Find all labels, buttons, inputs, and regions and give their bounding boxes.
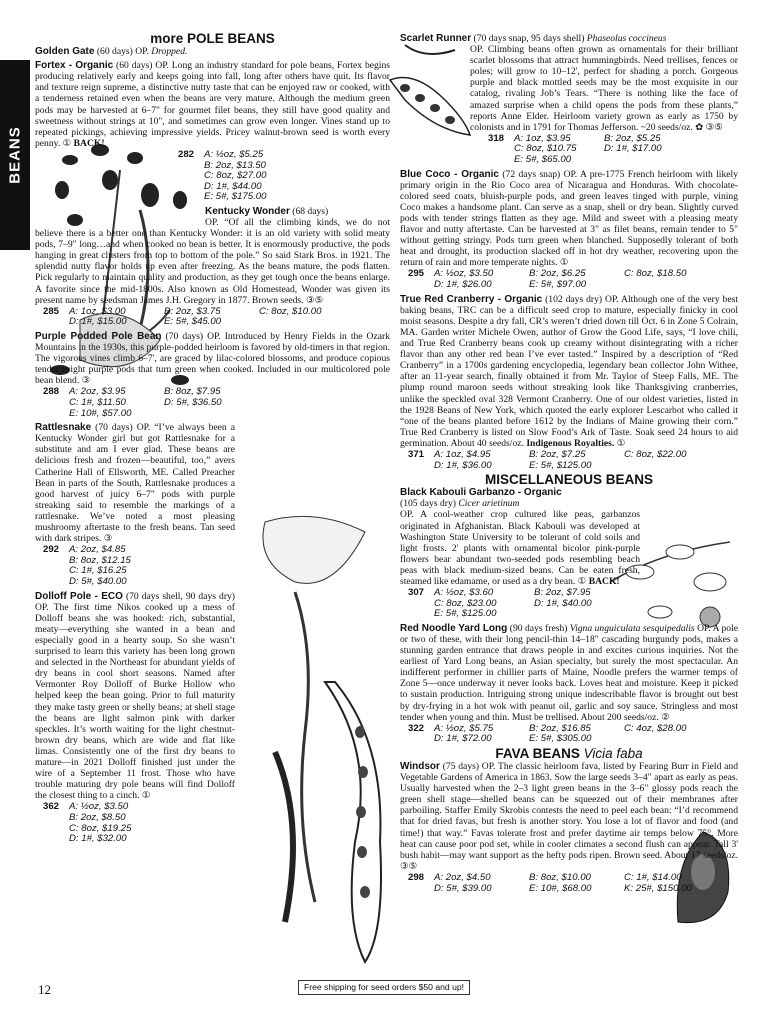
price: C: 8oz, $23.00	[434, 597, 497, 609]
item-description: (70 days shell, 90 days dry) OP. The first time Nikos cooked up a mess of Dolloff beans she was hooked: rich, substantial, meaty—everything she wanted in a bean and especially good in a hearty soup. So she wasn’t surprised to learn this variety has been long grown and selected in the Northeast for abundant yields of dry beans in cool short seasons. Named after Vermonter Roy Dolloff of Burke Hollow who helped keep the bean going. Prior to full maturity they make tasty green or shelly beans; at shell stage the beans are light salmon pink with darker speckles. It’s worth waiting for the light chestnut-brown dry beans, which are wide and flat like limas. Consistently one of the first dry beans to mature—in 2021 Dolloff finished just under the wire of a September 11 frost. Those who have trouble maturing dry pole beans will find Dolloff the closest thing to a cinch. ①	[35, 590, 236, 802]
free-shipping-note: Free shipping for seed orders $50 and up!	[298, 980, 470, 995]
item-name: Scarlet Runner	[400, 33, 472, 44]
item-code: 371	[407, 448, 424, 460]
item-description: (75 days) OP. The classic heirloom fava, listed by Fearing Burr in Field and Vegetable Gardens of America in 1863. Sow the large seeds 3–4" apart as early as peas. Usually harvested when the 2–3 light green beans in the 3–6" glossy pods reach the green shell stage—shelled beans can be squeezed out of their membranes after parboiling. Staffer Emily Skrobis contests the need to peel each bean: “I’d recommend that for dried favas, but fresh is another story. You lose a lot of flavor and food (and time!) that way.” Favas tolerate frost and prefer daytime air temps below 75°. More heat can cause poor pod set, while in cooler climates a second flush can appear. Tall 3' bush habit—may want support as the hefty pods ripen. Brown seed. About 17 seeds/oz. ③⑤	[400, 761, 739, 872]
price: E: 5#, $97.00	[529, 279, 587, 291]
price: E: 10#, $68.00	[529, 882, 592, 894]
price: C: 1#, $11.50	[69, 397, 126, 408]
price: B: 8oz, $7.95	[164, 386, 221, 398]
price: D: 1#, $17.00	[604, 143, 662, 155]
price: E: 5#, $45.00	[164, 316, 222, 328]
price: C: 1#, $16.25	[69, 565, 127, 577]
price: A: ½oz, $3.50	[434, 268, 494, 280]
price: A: 2oz, $4.85	[69, 544, 126, 556]
price-list	[400, 588, 640, 620]
price: A: ½oz, $3.60	[434, 587, 494, 599]
item-description: OP. A cool-weather crop cultured like peas, garbanzos originated in Afghanistan. Black Kabouli was developed at Washington State University to be tolerant of cold soils and light frosts. 2' plants with ornamental bicolor pink-purple flowers bear abundant two-seeded pods resembling beach peas with black medium-sized beans. Can be eaten fresh, steamed like edamame, or used as a dry bean. ①	[400, 509, 640, 587]
price-list	[400, 873, 738, 894]
price: D: 5#, $36.50	[164, 397, 222, 408]
golden-gate-listing	[35, 46, 390, 57]
item-meta: (105 days dry)	[400, 498, 456, 510]
item-meta: (60 days) OP.	[96, 46, 149, 58]
rattlesnake-listing	[35, 422, 235, 587]
item-name: Kentucky Wonder	[205, 205, 290, 217]
item-description: OP. Climbing beans often grown as ornamentals for their brilliant scarlet blossoms that attract hummingbirds. Need trellises, fences or poles; will grow to 10–12', perfect for shading a porch. Gorgeous purple and black mottled seeds may be the most exquisite in our catalog, rivaling Job’s Tears. “There is nothing like the face of amazed surprise when a child opens the pods from these plants,” reports Anne Elder. Heirloom variety grown as early as 1750 by colonists and in 1791 for Thomas Jefferson. ~20 seeds/oz. ✿ ③⑤	[470, 44, 738, 133]
price: C: 8oz, $22.00	[624, 448, 687, 460]
price: A: ½oz, $5.25	[204, 148, 264, 160]
item-name: Blue Coco - Organic	[400, 168, 499, 180]
price: B: 2oz, $8.50	[69, 811, 126, 823]
price: E: 5#, $175.00	[204, 191, 267, 203]
price: D: 5#, $39.00	[434, 882, 492, 894]
black-kabouli-listing	[400, 487, 640, 620]
price-list	[170, 150, 390, 203]
price: A: ½oz, $5.75	[434, 722, 494, 734]
price: A: 1oz, $3.95	[514, 132, 571, 144]
fava-latin: Vicia faba	[583, 745, 643, 761]
price: D: 1#, $44.00	[204, 180, 262, 192]
latin-name: Cicer arietinum	[458, 498, 520, 510]
price: D: 1#, $15.00	[69, 316, 127, 328]
price: B: 2oz, $6.25	[529, 268, 586, 280]
item-name: True Red Cranberry - Organic	[400, 293, 543, 305]
item-description: OP. “Of all the climbing kinds, we do not believe there is a better one than Kentucky Wonder: it is an old variety with solid meaty pods, 7–9" long…and when cooked no bean is better. It is enormously productive, the pods hanging in great clusters from top to bottom of the pole.” So said Stark Bros. in 1921. The splendid nutty flavor holds up even after freezing. As the beans mature, the pods flatten. Pick regularly to maintain quality and production, as they get tough once the beans enlarge. A favorite since the mid-1800s. Also known as Old Homestead, Wonder was given its present name by seedsman James J.H. Gregory in 1877. Brown seeds. ③⑤	[35, 217, 390, 306]
price-list	[400, 269, 738, 290]
item-description: (102 days dry) OP. Although one of the very best baking beans, TRC can be a difficult seed crop to mature, especially finicky in cool moist seasons. Despite a dry fall, CR’s weren’t dried down till Oct. 6 in Zone 5 Colrain, MA. Garden writer Michele Owen, author of Grow the Good Life, says, “I love chili, and True Red Cranberry beans cook up creamy without disintegrating with a richer flavor than any other red bean I’ve ever tasted.” Inspired by a description of “Red Cranberry” in a 1700s gardening encyclopedia, legendary bean collector John Withee, after an 11-year search, finally obtained it from Mr. Taylor of Steep Falls, ME. The plump round maroon seeds without streaking look like Thanksgiving cranberries, unlike the speckled oval 328 Vermont Cranberry. One of our oldest varieties, listed in the 1928 Beans of New York, which quoted the early explorer Lescarbot who called it “one of the beans planted before 1612 by the Indians of Maine growing their corn.” True Red Cranberry is listed on Slow Food’s Ark of Taste. Soak seed 24 hours to aid germination. About 40 seeds/oz.	[400, 293, 738, 449]
price-list	[480, 134, 738, 166]
fava-beans-heading	[400, 745, 738, 761]
pole-beans-heading: more POLE BEANS	[150, 31, 275, 46]
item-name: Rattlesnake	[35, 422, 92, 434]
true-red-cranberry-listing	[400, 294, 738, 472]
price: D: 1#, $40.00	[534, 597, 592, 609]
price: B: 8oz, $10.00	[529, 871, 591, 883]
price: A: 1oz, $3.00	[69, 305, 126, 317]
kentucky-wonder-listing	[35, 206, 390, 328]
price: B: 2oz, $16.85	[529, 722, 591, 734]
price: C: 8oz, $10.00	[259, 305, 322, 317]
item-meta: (68 days)	[292, 205, 329, 217]
back-badge: BACK!	[73, 137, 105, 149]
item-name: Windsor	[400, 761, 440, 772]
price-list	[35, 387, 390, 419]
price-list	[400, 450, 738, 471]
item-code: 288	[42, 386, 59, 398]
item-name: Fortex - Organic	[35, 60, 114, 72]
price: B: 2oz, $3.75	[164, 305, 221, 317]
back-badge: BACK!	[588, 576, 620, 587]
dolloff-listing	[35, 591, 235, 845]
price: C: 1#, $14.00	[624, 871, 682, 883]
purple-podded-listing	[35, 331, 390, 419]
item-note: Dropped.	[151, 46, 188, 58]
item-description: (70 days) OP. Introduced by Henry Fields in the Ozark Mountains in the 1930s, this purple-podded heirloom is favored by old-timers in that region. The vigorous vines climb 6–7', are graced by lilac-colored blossoms, and produce copious tender bright purple pods that turn green when cooked. Included in our multicolored pole bean blend. ③	[35, 330, 390, 387]
item-code: 292	[42, 544, 59, 556]
price: E: 10#, $57.00	[69, 407, 132, 419]
price: E: 5#, $305.00	[529, 733, 592, 745]
price: A: 2oz, $4.50	[434, 871, 491, 883]
price: D: 1#, $36.00	[434, 459, 492, 471]
item-name: Red Noodle Yard Long	[400, 622, 508, 634]
item-code: 322	[407, 722, 424, 734]
item-code: 295	[407, 268, 424, 280]
right-column	[400, 33, 738, 897]
price: D: 5#, $40.00	[69, 576, 127, 587]
item-description: OP. A pole or two of these, with their long pencil-thin 14–18" cascading burgundy pods, makes a stunning garden entrance that draws people in and excites curious inquiries. Not the earliest of Yard Long beans, an Asian specialty, but surely the most spectacular. An indifferent performer in chillier parts of Maine, Noodle prefers the warmer temps of Zone 5—once underway it never looks back. Loves heat and moisture. Keep it picked to sustain production. Intriguing strong unique indescribable flavor is brought out best by dry-frying in a hot wok with peanut oil, garlic and soy sauce. Stringless and most tender when young and thin. Must be trellised. About 200 seeds/oz. ②	[400, 622, 739, 723]
price: E: 5#, $125.00	[434, 608, 497, 620]
item-code: 307	[407, 587, 424, 599]
item-code: 285	[42, 305, 59, 317]
price: E: 5#, $125.00	[529, 459, 592, 471]
fava-heading-text: FAVA BEANS	[495, 745, 580, 761]
price: E: 5#, $65.00	[514, 154, 572, 166]
red-noodle-listing	[400, 623, 738, 745]
price: A: ½oz, $3.50	[69, 801, 129, 813]
price: B: 2oz, $13.50	[204, 159, 266, 171]
page-number: 12	[38, 982, 51, 997]
price: B: 2oz, $5.25	[604, 132, 661, 144]
blue-coco-listing	[400, 169, 738, 291]
section-side-tab	[0, 60, 30, 250]
item-name: Black Kabouli Garbanzo - Organic	[400, 487, 562, 499]
item-meta: (90 days fresh)	[509, 622, 568, 634]
price: B: 2oz, $7.25	[529, 448, 586, 460]
item-name: Dolloff Pole - ECO	[35, 590, 123, 602]
price: C: 4oz, $28.00	[624, 722, 687, 734]
side-tab-label: BEANS	[6, 126, 24, 184]
windsor-listing	[400, 761, 738, 894]
royalties-note: Indigenous Royalties.	[526, 437, 615, 449]
fortex-listing	[35, 60, 390, 203]
price-list	[400, 724, 738, 745]
scarlet-runner-listing	[400, 33, 738, 166]
left-column	[35, 33, 390, 848]
price: A: 2oz, $3.95	[69, 386, 126, 398]
price: K: 25#, $150.00	[624, 882, 692, 894]
item-code: 298	[407, 871, 424, 883]
item-code: 362	[42, 801, 59, 813]
latin-name: Phaseolus coccineus	[586, 33, 667, 44]
price: D: 1#, $72.00	[434, 733, 492, 745]
price: B: 2oz, $7.95	[534, 587, 591, 599]
item-name: Purple Podded Pole Bean	[35, 330, 162, 342]
price-list	[35, 307, 390, 328]
price: D: 1#, $32.00	[69, 833, 127, 845]
latin-name: Vigna unguiculata sesquipedalis	[569, 622, 695, 634]
price: C: 8oz, $27.00	[204, 170, 267, 182]
item-description: (60 days) OP. Long an industry standard for pole beans, Fortex begins producing relatively early and keeps going into fall, long after others have quit. Its flavor and texture reign supreme, a distinctive nutty taste that can be enjoyed raw or cooked, with a tenderness retained even when the beans are very mature. Although the medium green pods may be harvested at 6–7" for gourmet filet beans, they still have good quality and sweetness without strings at 10", and sometimes can grow even longer. Vines stand up to repeated pickings, achieving impressive yields. Pricey walnut-brown seed is worth every penny. ①	[35, 60, 390, 149]
misc-beans-heading: MISCELLANEOUS BEANS	[484, 472, 653, 488]
price: C: 8oz, $18.50	[624, 268, 687, 280]
item-mark: ①	[616, 437, 626, 449]
price: C: 8oz, $10.75	[514, 143, 577, 155]
price-list	[35, 802, 235, 844]
price: B: 8oz, $12.15	[69, 554, 131, 566]
price: C: 8oz, $19.25	[69, 822, 132, 834]
item-description: (72 days snap) OP. A pre-1775 French heirloom with likely primary origin in the Rio Coco area of Nicaragua and Honduras. With chocolate-colored seed coats, bluish-purple pods, and green leaves tinged with purple, vining Coco makes a handsome plant. Can serve as a snap, shell or dry bean. Slightly curved pods with tender strings flatten as they age. Mild and sweet with a pleasing meaty flavor and nutty aftertaste. Can be harvested at 3" as filet beans, remain tender to 5" without getting stringy. Pods turn green when blanched. Supposedly tolerant of both heat and drought, its production slacked off in hot dry weather, recovering upon the return of rain and more temperate nights. ①	[400, 168, 738, 269]
item-meta: (70 days snap, 95 days shell)	[473, 33, 585, 44]
item-name: Golden Gate	[35, 46, 95, 58]
item-code: 318	[487, 132, 504, 144]
price: D: 1#, $26.00	[434, 279, 492, 291]
item-code: 282	[177, 148, 194, 160]
item-description: (70 days) OP. “I’ve always been a Kentucky Wonder girl but got Rattlesnake for a substitute and am I ever glad. These beans are delicious fresh and frozen—beautiful, too,” avers Catherine Hall of Ellsworth, ME. Called Preacher Bean in parts of the South, Rattlesnake produces a good harvest of juicy 6–7" pods with purple streaking said to resemble the markings of a rattlesnake. We’ve noted a most pleasing mushroomy aftertaste to the fresh beans. Tan seed with dark stripes. ③	[35, 422, 235, 545]
price: A: 1oz, $4.95	[434, 448, 491, 460]
price-list	[35, 545, 235, 587]
